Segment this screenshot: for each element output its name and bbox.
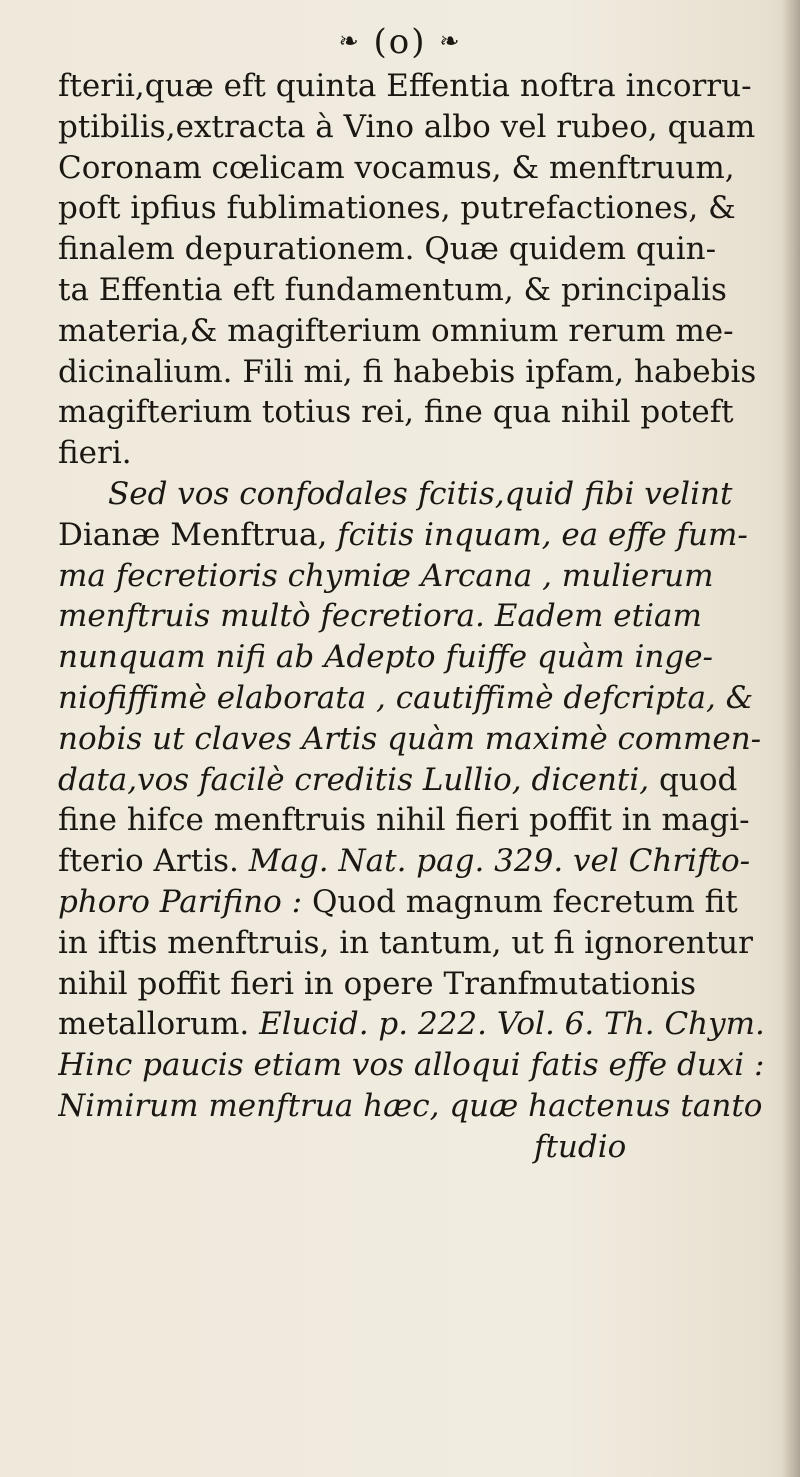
text-line: Coronam cœlicam vocamus, & menftruum,	[58, 149, 735, 186]
text-line: ptibilis,extracta à Vino albo vel rubeo, quam	[58, 108, 756, 145]
text-line	[58, 760, 798, 801]
text-span: Elucid. p. 222. Vol. 6. Th. Chym.	[259, 1006, 765, 1043]
body-text	[58, 66, 798, 1168]
text-line: niofiffimè elaborata , cautiffimè defcripta, &	[58, 679, 754, 716]
text-line: magifterium totius rei, fine qua nihil poteft	[58, 394, 734, 431]
ornament-left-icon: ❧	[338, 27, 361, 55]
text-span: phoro Parifino :	[58, 883, 312, 920]
text-line: ftudio	[534, 1128, 627, 1165]
text-line: fterii,quæ eft quinta Effentia noftra incorru-	[58, 68, 752, 104]
text-line	[58, 882, 798, 923]
text-line: finalem depurationem. Quæ quidem quin-	[58, 231, 717, 268]
text-line: Hinc paucis etiam vos alloqui fatis effe duxi :	[58, 1047, 765, 1084]
text-line: materia,& magifterium omnium rerum me-	[58, 312, 734, 349]
text-span: fcitis inquam, ea effe fum-	[337, 516, 748, 553]
text-line: Nimirum menftrua hæc, quæ hactenus tanto	[58, 1087, 763, 1124]
text-span: metallorum.	[58, 1006, 260, 1043]
text-line: ta Effentia eft fundamentum, & principalis	[58, 271, 727, 308]
text-line: in iftis menftruis, in tantum, ut fi ignorentur	[58, 924, 753, 961]
text-line: ma fecretioris chymiæ Arcana , mulierum	[58, 557, 714, 594]
text-line: menftruis multò fecretiora. Eadem etiam	[58, 598, 702, 635]
page-signature-mark: (o)	[373, 22, 427, 62]
ornament-right-icon: ❧	[439, 27, 462, 55]
text-line: nihil poffit fieri in opere Tranfmutationis	[58, 965, 697, 1002]
text-line	[58, 1004, 798, 1045]
text-span: data,vos facilè creditis Lullio, dicenti,	[58, 761, 660, 798]
text-line: dicinalium. Fili mi, fi habebis ipfam, habebis	[58, 353, 757, 390]
text-line	[58, 841, 798, 882]
text-span: Quod magnum fecretum fit	[311, 883, 738, 920]
text-line: fieri.	[58, 435, 132, 472]
page-header	[0, 22, 800, 62]
text-line: poft ipfius fublimationes, putrefactiones, &	[58, 190, 736, 227]
text-line: Sed vos confodales fcitis,quid fibi velint	[108, 475, 733, 512]
text-span: fterio Artis.	[58, 843, 249, 880]
text-span: Dianæ Menftrua,	[58, 516, 338, 553]
text-line: fine hifce menftruis nihil fieri poffit in magi-	[58, 802, 750, 839]
text-line	[58, 515, 798, 556]
text-span: Mag. Nat. pag. 329. vel Chrifto-	[248, 843, 751, 880]
text-line: nunquam nifi ab Adepto fuiffe quàm inge-	[58, 639, 714, 676]
text-span: quod	[659, 761, 738, 798]
text-line: nobis ut claves Artis quàm maximè commen-	[58, 720, 762, 757]
